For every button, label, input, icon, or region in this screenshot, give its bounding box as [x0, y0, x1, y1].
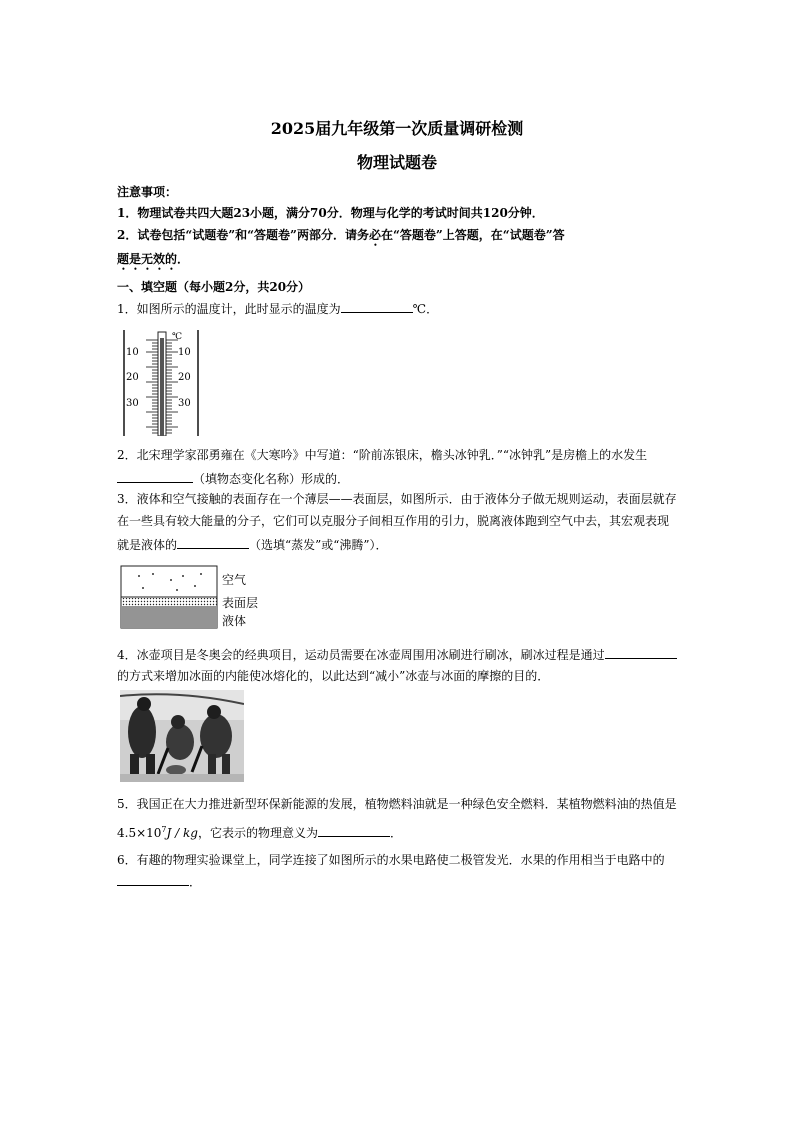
question-2-line2 — [117, 470, 349, 487]
notice-item-1: 1．物理试卷共四大题23小题，满分70分．物理与化学的考试时间共120分钟． — [117, 206, 544, 220]
q1-answer-blank[interactable] — [341, 300, 413, 313]
notice-heading: 注意事项： — [117, 185, 178, 199]
curling-photo — [120, 690, 244, 782]
thermo-right-tick-30: 30 — [178, 398, 191, 409]
thermo-unit: ℃ — [172, 332, 183, 342]
q5-answer-blank[interactable] — [318, 824, 390, 837]
q3-text-pre: 就是液体的 — [117, 538, 178, 552]
q6-text-end: ． — [189, 875, 202, 889]
question-2-line1: 2．北宋理学家邵勇雍在《大寒吟》中写道：“阶前冻银床，檐头冰钟乳．”“冰钟乳”是房檐上的水发生 — [117, 448, 648, 462]
thermo-left-tick-10: 10 — [126, 347, 139, 358]
question-4-line2: 的方式来增加冰面的内能使冰熔化的，以此达到“减小”冰壶与冰面的摩擦的目的． — [117, 669, 550, 683]
q2-answer-blank[interactable] — [117, 470, 193, 483]
q4-text-pre: 4．冰壶项目是冬奥会的经典项目，运动员需要在冰壶周围用冰刷进行刷冰，刷冰过程是通过 — [117, 648, 605, 662]
question-4-line1 — [117, 646, 677, 663]
notice-item-2-end: ． — [177, 252, 190, 266]
thermo-right-tick-20: 20 — [178, 372, 191, 383]
surface-layer-figure — [119, 564, 269, 632]
q6-answer-blank[interactable] — [117, 873, 189, 886]
q1-text: 1．如图所示的温度计，此时显示的温度为 — [117, 302, 341, 316]
section-1-heading: 一、填空题（每小题2分，共20分） — [117, 280, 311, 294]
question-5-line1: 5．我国正在大力推进新型环保新能源的发展，植物燃料油就是一种绿色安全燃料．某植物燃料油的热值是 — [117, 797, 677, 811]
thermometer-svg — [118, 328, 204, 436]
notice-item-2-mid: 在“答题卷”上答题，在“试题卷”答 — [380, 228, 565, 242]
notice-item-2-emph-1: 必 — [368, 228, 381, 242]
q2-text-post: （填物态变化名称）形成的． — [193, 472, 350, 486]
question-5-line2 — [117, 822, 402, 841]
exam-title: 2025届九年级第一次质量调研检测 — [270, 119, 524, 138]
q4-answer-blank[interactable] — [605, 646, 677, 659]
question-3-line3 — [117, 536, 388, 553]
thermometer-figure — [118, 328, 204, 436]
q3-answer-blank[interactable] — [177, 536, 249, 549]
label-air: 空气 — [222, 573, 247, 587]
label-liquid: 液体 — [222, 614, 247, 628]
question-6-line2 — [117, 873, 201, 890]
q5-value-exponent: 7 — [161, 825, 167, 834]
notice-item-2-emph-2: 题是无效的 — [117, 252, 178, 266]
notice-item-2-pre: 2．试卷包括“试题卷”和“答题卷”两部分．请务 — [117, 228, 369, 242]
label-surface-layer: 表面层 — [222, 596, 259, 610]
q5-text-end: ． — [389, 826, 402, 840]
notice-item-2-line1 — [117, 227, 565, 249]
surface-layer-svg — [119, 564, 269, 632]
q5-text-post: ，它表示的物理意义为 — [197, 826, 318, 840]
question-6-line1: 6．有趣的物理实验课堂上，同学连接了如图所示的水果电路使二极管发光．水果的作用相当于电路中的 — [117, 853, 665, 867]
q3-text-post: （选填“蒸发”或“沸腾”）． — [249, 538, 388, 552]
q5-value-base: 4.5×10 — [117, 826, 162, 840]
curling-photo-svg — [120, 690, 244, 782]
thermo-left-tick-30: 30 — [126, 398, 139, 409]
thermo-left-tick-20: 20 — [126, 372, 139, 383]
notice-item-2-line2 — [117, 251, 189, 273]
question-3-line2: 在一些具有较大能量的分子，它们可以克服分子间相互作用的引力，脱离液体跑到空气中去，其宏观表现 — [117, 514, 670, 528]
thermo-right-tick-10: 10 — [178, 347, 191, 358]
question-3-line1: 3．液体和空气接触的表面存在一个薄层——表面层，如图所示．由于液体分子做无规则运动，表面层就存 — [117, 492, 677, 506]
exam-subtitle: 物理试题卷 — [356, 153, 437, 172]
q1-unit: ℃． — [412, 302, 439, 316]
question-1 — [117, 300, 438, 317]
q5-value-unit: J / kg — [166, 826, 198, 840]
